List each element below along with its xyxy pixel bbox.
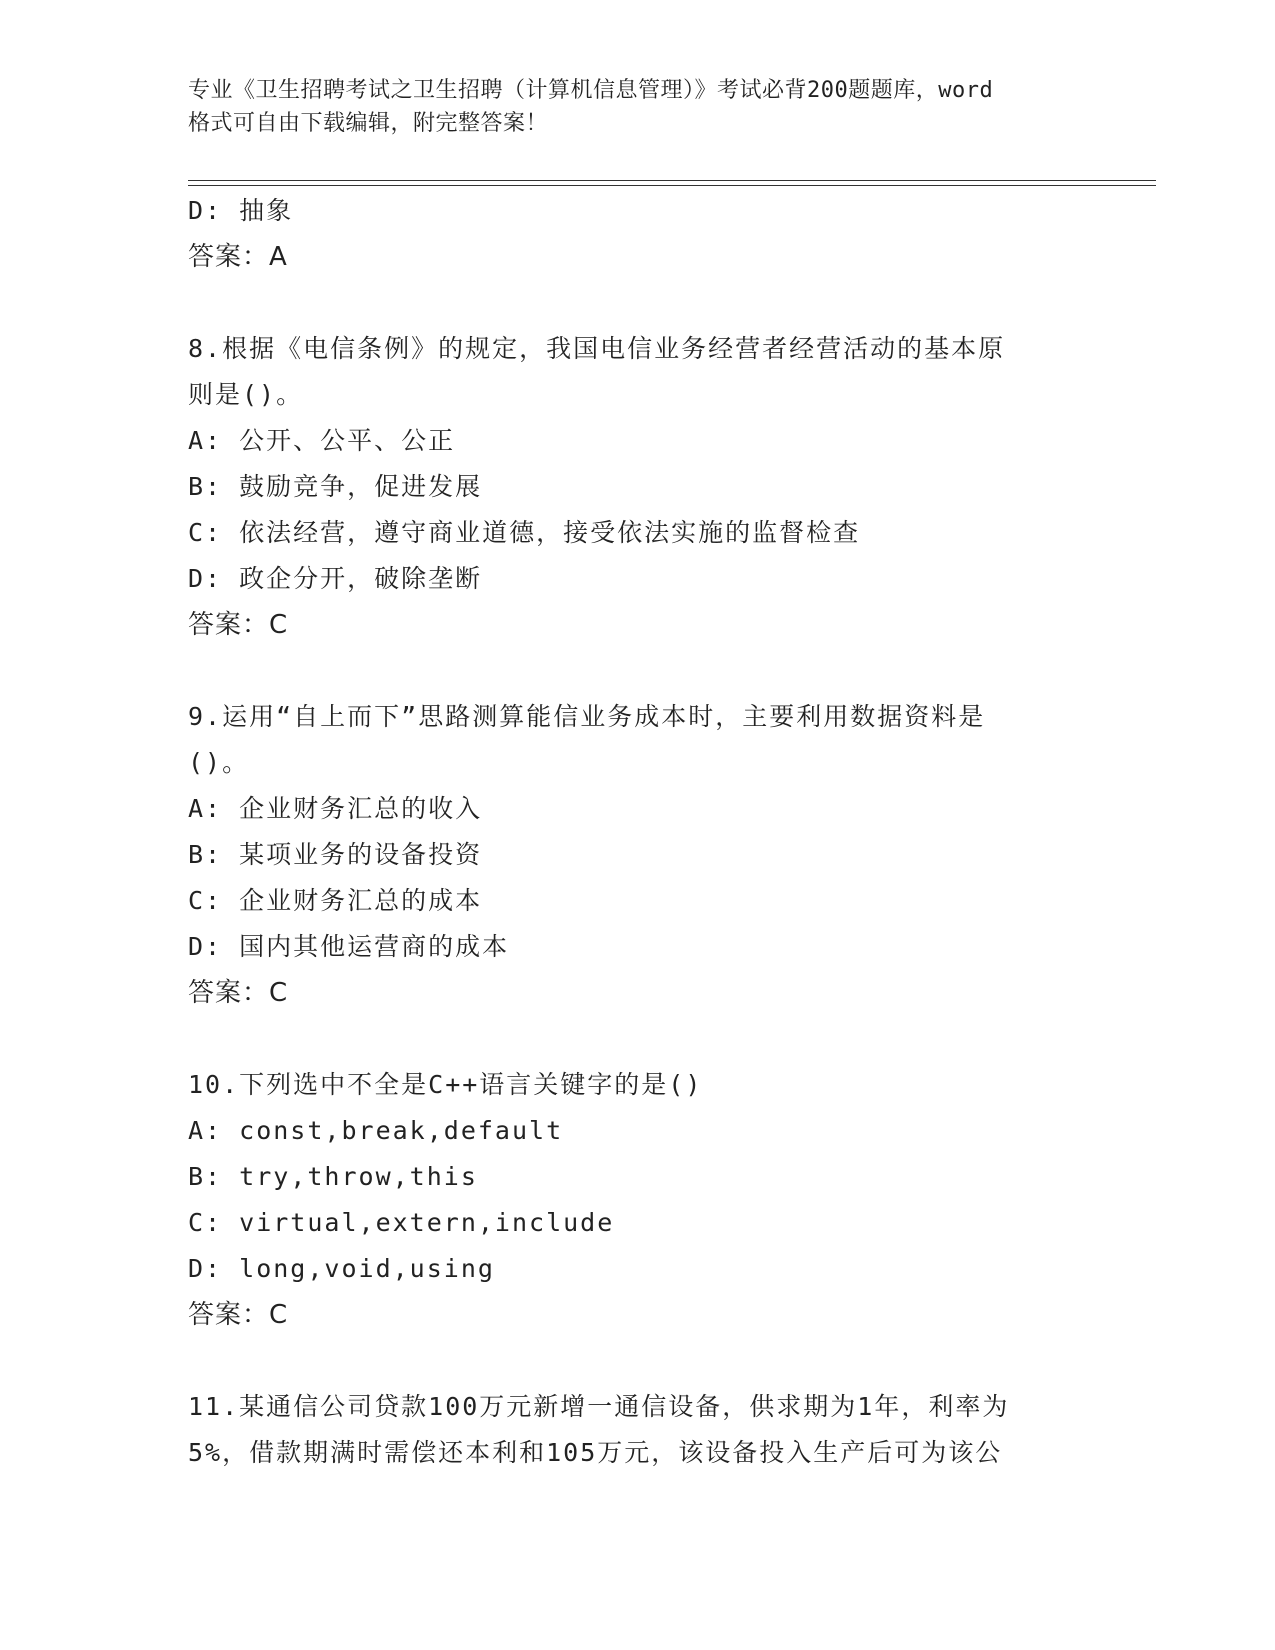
option-c: C: 依法经营，遵守商业道德，接受依法实施的监督检查 [188,518,861,547]
question-text: 11.某通信公司贷款100万元新增一通信设备，供求期为1年，利率为 [188,1392,1010,1421]
option-d: D: 政企分开，破除垄断 [188,564,483,593]
option-c: C: 企业财务汇总的成本 [188,886,483,915]
answer: 答案：C [188,610,289,640]
question-10 [188,1062,1108,1338]
question-text: 10.下列选中不全是C++语言关键字的是() [188,1070,703,1099]
option-a: A: 企业财务汇总的收入 [188,794,483,823]
option-b: B: 某项业务的设备投资 [188,840,483,869]
spacer [188,1016,1108,1062]
question-8 [188,326,1108,648]
q7-option-d: D: 抽象 [188,196,294,225]
answer: 答案：C [188,1300,289,1330]
spacer [188,648,1108,694]
answer: 答案：C [188,978,289,1008]
question-text-cont: 5%，借款期满时需偿还本利和105万元，该设备投入生产后可为该公 [188,1438,1003,1467]
question-11 [188,1384,1108,1476]
spacer [188,1338,1108,1384]
option-b: B: 鼓励竞争，促进发展 [188,472,483,501]
header-line-1: 专业《卫生招聘考试之卫生招聘（计算机信息管理）》考试必背200题题库，word [188,78,994,103]
page-header [188,74,1088,140]
option-a: A: const,break,default [188,1116,564,1145]
option-b: B: try,throw,this [188,1162,478,1191]
question-text: 8.根据《电信条例》的规定，我国电信业务经营者经营活动的基本原 [188,334,1006,363]
option-d: D: 国内其他运营商的成本 [188,932,510,961]
question-text-cont: 则是()。 [188,380,304,409]
option-c: C: virtual,extern,include [188,1208,615,1237]
question-9 [188,694,1108,1016]
document-body [188,188,1108,1476]
option-a: A: 公开、公平、公正 [188,426,456,455]
header-divider [188,180,1156,186]
header-line-2: 格式可自由下载编辑，附完整答案！ [188,111,549,136]
question-text-cont: ()。 [188,748,250,777]
spacer [188,280,1108,326]
option-d: D: long,void,using [188,1254,495,1283]
q7-answer: 答案：A [188,242,288,272]
question-text: 9.运用“自上而下”思路测算能信业务成本时，主要利用数据资料是 [188,702,986,731]
